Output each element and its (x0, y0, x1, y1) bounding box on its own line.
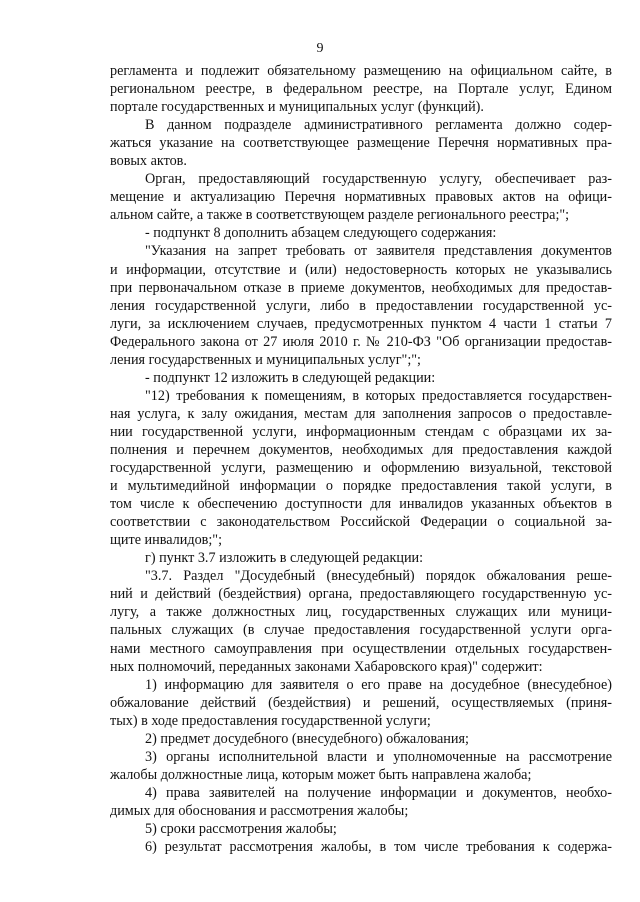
text-line: димых для обоснования и рассмотрения жалобы; (110, 802, 409, 819)
text-line: лугу, а также должностных лиц, государственных служащих или муници- (110, 604, 612, 621)
text-line: портале государственных и муниципальных услуг (функций). (110, 99, 484, 116)
text-line: Федерального закона от 27 июля 2010 г. № 210-ФЗ "Об организации предостав- (110, 333, 612, 350)
document-body (110, 62, 612, 856)
text-line: альном сайте, а также в соответствующем разделе регионального реестра;"; (110, 207, 570, 224)
text-line: В данном подразделе административного регламента должно содер- (145, 117, 612, 134)
text-line: и мультимедийной информации о порядке предоставления такой услуги, в (110, 478, 612, 495)
text-line: ная услуга, к залу ожидания, местам для заполнения запросов о предоставле- (110, 405, 612, 422)
text-line: государственной услуги, размещению и оформлению визуальной, текстовой (110, 460, 612, 477)
text-line: соответствии с законодательством Российской Федерации о социальной за- (110, 514, 612, 531)
text-line: при первоначальном отказе в приеме документов, необходимых для предостав- (110, 279, 612, 296)
text-line: "Указания на запрет требовать от заявителя представления документов (145, 243, 612, 260)
text-line: щите инвалидов;"; (110, 532, 223, 549)
text-line: ний и действий (бездействия) органа, предоставляющего государственную ус- (110, 586, 612, 603)
text-line: Орган, предоставляющий государственную услугу, обеспечивает раз- (145, 171, 612, 188)
text-line: вовых актов. (110, 153, 187, 170)
text-line: ления государственной услуги, либо в предоставлении государственной ус- (110, 297, 612, 314)
text-line: мещение и актуализацию Перечня нормативных правовых актов на офици- (110, 189, 612, 206)
text-line: 6) результат рассмотрения жалобы, в том числе требования к содержа- (145, 839, 612, 856)
text-line: и информации, отсутствие и (или) недостоверность которых не указывались (110, 261, 612, 278)
text-line: жалобы должностные лица, которым может быть направлена жалоба; (110, 766, 532, 783)
text-line: тых) в ходе предоставления государственной услуги; (110, 712, 431, 729)
text-line: 2) предмет досудебного (внесудебного) обжалования; (145, 730, 469, 747)
text-line: жаться указание на соответствующее размещение Перечня нормативных пра- (110, 135, 612, 152)
text-line: 5) сроки рассмотрения жалобы; (145, 820, 337, 837)
text-line: г) пункт 3.7 изложить в следующей редакции: (145, 550, 424, 567)
text-line: ных полномочий, переданных законами Хабаровского края)" содержит: (110, 658, 543, 675)
text-line: "3.7. Раздел "Досудебный (внесудебный) порядок обжалования реше- (145, 568, 612, 585)
text-line: - подпункт 8 дополнить абзацем следующего содержания: (145, 225, 497, 242)
page-number: 9 (316, 41, 324, 56)
text-line: "12) требования к помещениям, в которых предоставляется государствен- (145, 387, 612, 404)
text-line: ления государственных и муниципальных услуг";"; (110, 351, 421, 368)
text-line: нии государственной услуги, информационным стендам с образцами их за- (110, 423, 612, 440)
text-line: регламента и подлежит обязательному размещению на официальном сайте, в (110, 63, 612, 79)
text-line: 1) информацию для заявителя о его праве на досудебное (внесудебное) (145, 676, 612, 693)
text-line: том числе к обеспечению доступности для инвалидов указанных объектов в (110, 496, 612, 513)
text-line: 3) органы исполнительной власти и уполномоченные на рассмотрение (145, 748, 612, 765)
text-line: полнения и перечнем документов, необходимых для предоставления каждой (110, 441, 612, 458)
text-line: 4) права заявителей на получение информации и документов, необхо- (145, 784, 612, 801)
text-line: пальных служащих (в случае предоставления государственной услуги орга- (110, 622, 612, 639)
text-line: обжалование действий (бездействия) и решений, осуществляемых (приня- (110, 694, 612, 711)
text-line: луги, за исключением случаев, предусмотренных пунктом 4 части 1 статьи 7 (110, 315, 612, 332)
text-line: региональном реестре, в федеральном реестре, на Портале услуг, Едином (110, 81, 612, 98)
text-line: - подпункт 12 изложить в следующей редакции: (145, 369, 436, 386)
text-line: нами местного самоуправления при осуществлении отдельных государствен- (110, 640, 612, 657)
